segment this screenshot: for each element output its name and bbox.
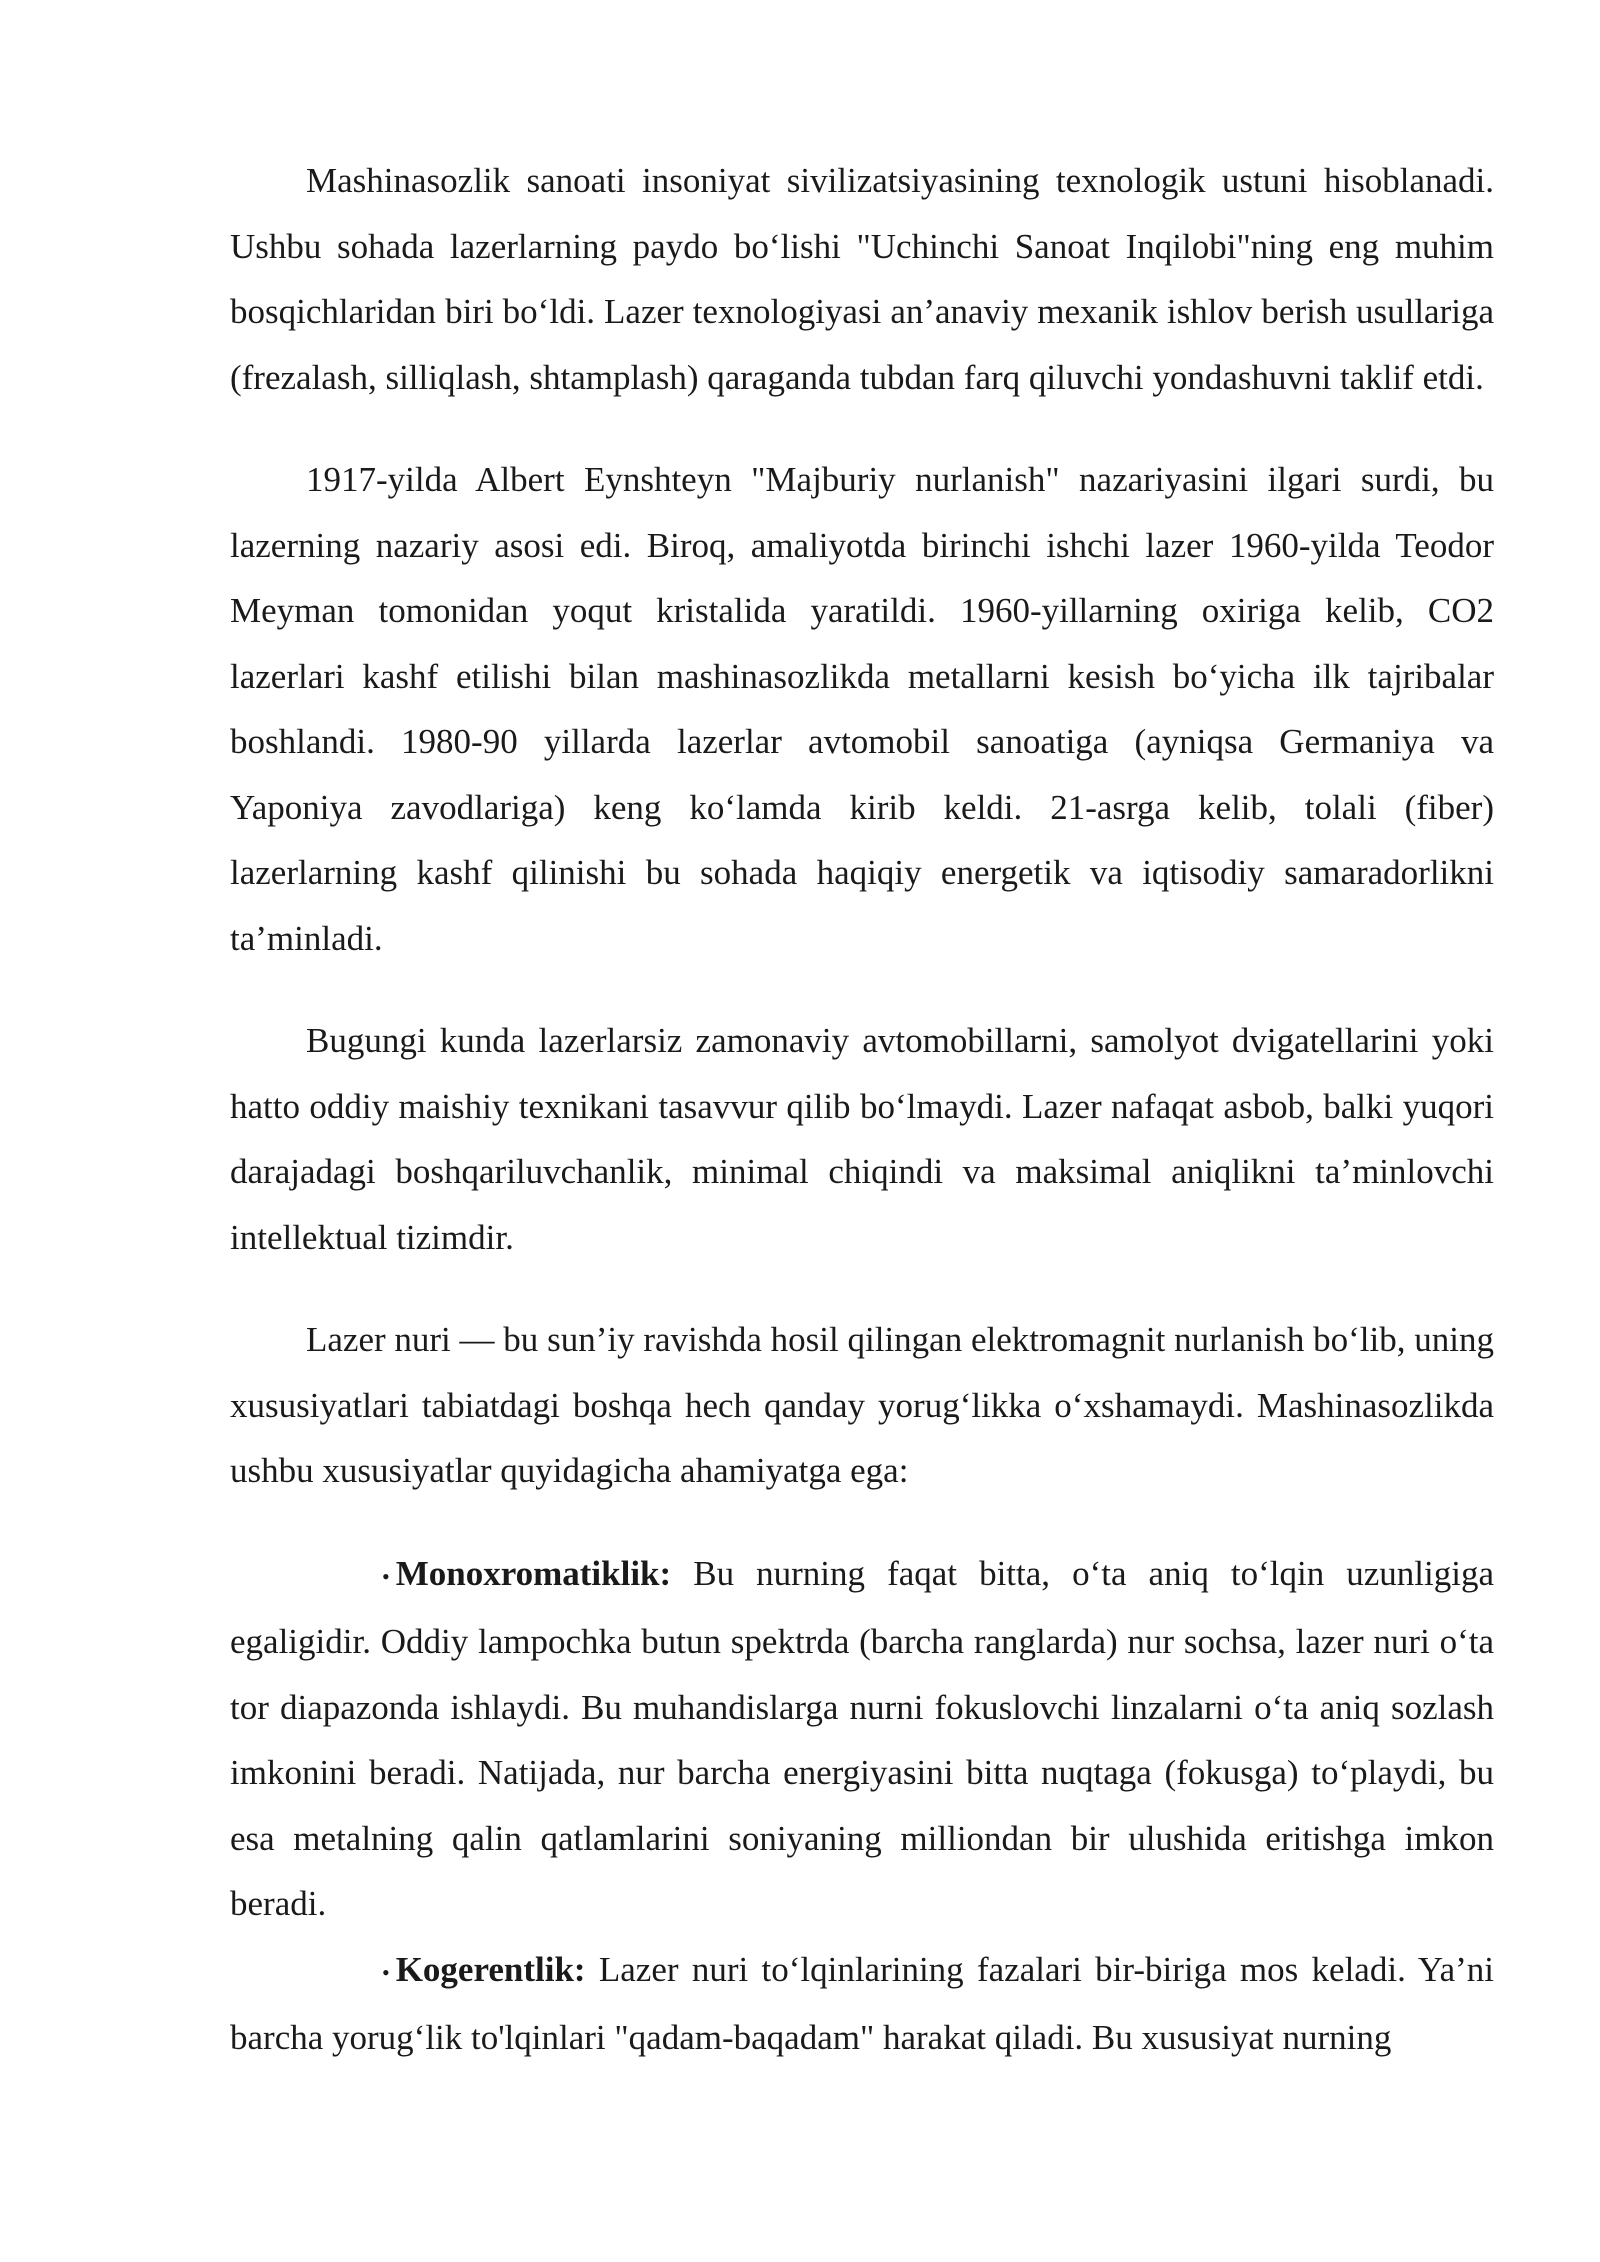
bullet-monochromaticity bbox=[230, 1541, 1494, 1937]
bullet-coherence bbox=[230, 1937, 1494, 2071]
bullet-marker: • bbox=[382, 1563, 390, 1589]
bullet-marker: • bbox=[382, 1959, 390, 1985]
bullet-term: Monoxromatiklik: bbox=[395, 1553, 672, 1593]
bullet-text: Bu nurning faqat bitta, o‘ta aniq to‘lqin uzunligiga egaligidir. Oddiy lampochka butun spektrda (barcha ranglarda) nur sochsa, lazer nuri o‘ta tor diapazonda ishlaydi. Bu muhandislarga nurni fokuslovchi linzalarni o‘ta aniq sozlash imkonini beradi. Natijada, nur barcha energiyasini bitta nuqtaga (fokusga) to‘playdi, bu esa metalning qalin qatlamlarini soniyaning milliondan bir ulushida eritishga imkon beradi. bbox=[230, 1553, 1494, 1924]
paragraph-history: 1917-yilda Albert Eynshteyn "Majburiy nurlanish" nazariyasini ilgari surdi, bu lazerning nazariy asosi edi. Biroq, amaliyotda birinchi ishchi lazer 1960-yilda Teodor Meyman tomonidan yoqut kristalida yaratildi. 1960-yillarning oxiriga kelib, CO2 lazerlari kashf etilishi bilan mashinasozlikda metallarni kesish bo‘yicha ilk tajribalar boshlandi. 1980-90 yillarda lazerlar avtomobil sanoatiga (ayniqsa Germaniya va Yaponiya zavodlariga) keng ko‘lamda kirib keldi. 21-asrga kelib, tolali (fiber) lazerlarning kashf qilinishi bu sohada haqiqiy energetik va iqtisodiy samaradorlikni ta’minladi. bbox=[230, 460, 1494, 958]
bullet-term: Kogerentlik: bbox=[395, 1949, 586, 1989]
document-body bbox=[230, 148, 1494, 2071]
paragraph-intro: Mashinasozlik sanoati insoniyat sivilizatsiyasining texnologik ustuni hisoblanadi. Ushbu sohada lazerlarning paydo bo‘lishi "Uchinchi Sanoat Inqilobi"ning eng muhim bosqichlaridan biri bo‘ldi. Lazer texnologiyasi an’anaviy mexanik ishlov berish usullariga (frezalash, silliqlash, shtamplash) qaraganda tubdan farq qiluvchi yondashuvni taklif etdi. bbox=[230, 161, 1494, 397]
paragraph-laser-properties: Lazer nuri — bu sun’iy ravishda hosil qilingan elektromagnit nurlanish bo‘lib, uning xususiyatlari tabiatdagi boshqa hech qanday yorug‘likka o‘xshamaydi. Mashinasozlikda ushbu xususiyatlar quyidagicha ahamiyatga ega: bbox=[230, 1320, 1494, 1490]
bullet-text: Lazer nuri to‘lqinlarining fazalari bir-biriga mos keladi. Ya’ni barcha yorug‘lik to'lqinlari "qadam-baqadam" harakat qiladi. Bu xususiyat nurning bbox=[230, 1949, 1494, 2058]
paragraph-modern-use: Bugungi kunda lazerlarsiz zamonaviy avtomobillarni, samolyot dvigatellarini yoki hatto oddiy maishiy texnikani tasavvur qilib bo‘lmaydi. Lazer nafaqat asbob, balki yuqori darajadagi boshqariluvchanlik, minimal chiqindi va maksimal aniqlikni ta’minlovchi intellektual tizimdir. bbox=[230, 1021, 1494, 1257]
